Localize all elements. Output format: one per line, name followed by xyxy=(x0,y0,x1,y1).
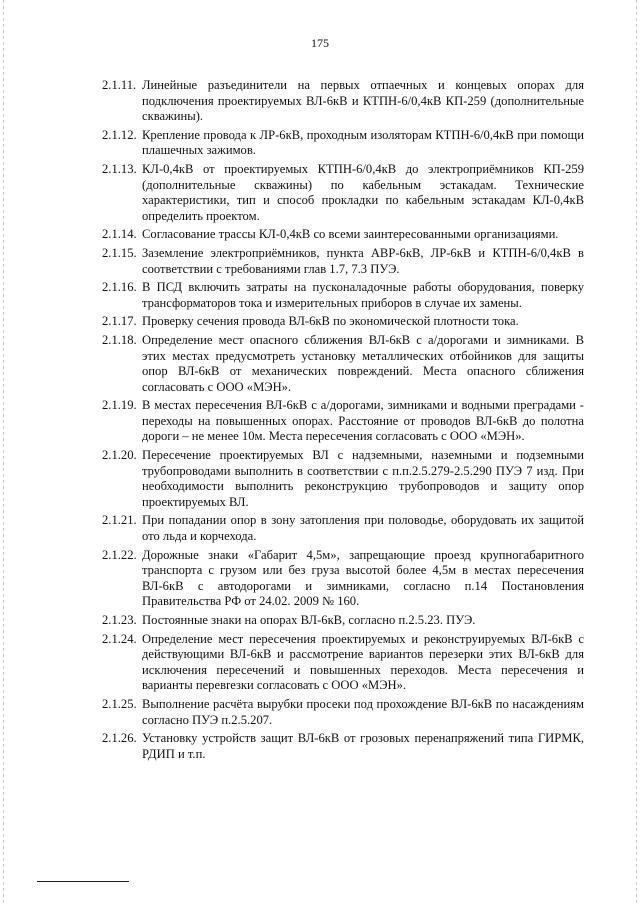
item-text: Линейные разъединители на первых отпаечных и концевых опорах для подключения проектируемых ВЛ-6кВ и КТПН-6/0,4кВ КП-259 (дополнительные скважины). xyxy=(142,78,584,124)
item-text: КЛ-0,4кВ от проектируемых КТПН-6/0,4кВ до электроприёмников КП-259 (дополнительные скважины) по кабельным эстакадам. Технические характеристики, тип и способ прокладки по кабельным эстакадам КЛ-0,4кВ определить проектом. xyxy=(142,161,584,223)
list-item xyxy=(104,162,584,224)
footnote-rule xyxy=(37,881,129,882)
list-item xyxy=(104,280,584,311)
item-text: В местах пересечения ВЛ-6кВ с а/дорогами, зимниками и водными преградами - переходы на повышенных опорах. Расстояние от проводов ВЛ-6кВ до полотна дороги – не менее 10м. Места пересечения согласовать с ООО «МЭН». xyxy=(142,398,584,444)
item-number: 2.1.26. xyxy=(102,731,137,746)
item-number: 2.1.20. xyxy=(102,448,137,463)
list-item xyxy=(104,548,584,610)
item-number: 2.1.16. xyxy=(102,280,137,295)
item-number: 2.1.14. xyxy=(102,227,137,242)
item-text: Согласование трассы КЛ-0,4кВ со всеми заинтересованными организациями. xyxy=(142,227,559,242)
list-item xyxy=(104,128,584,159)
item-text: Определение мест пересечения проектируемых и реконструируемых ВЛ-6кВ с действующими ВЛ-6кВ и рассмотрение вариантов перезерки этих ВЛ-6кВ для исключения пересечений и повышенных переходов. Места пересечения и варианты перевrезки согласовать с ООО «МЭН». xyxy=(142,631,584,693)
scan-edge-right xyxy=(636,0,637,905)
item-text: Проверку сечения провода ВЛ-6кВ по экономической плотности тока. xyxy=(142,314,519,329)
item-number: 2.1.11. xyxy=(102,78,137,92)
list-item xyxy=(104,632,584,694)
list-item xyxy=(104,731,584,762)
item-number: 2.1.19. xyxy=(102,398,137,413)
item-text: В ПСД включить затраты на пусконаладочные работы оборудования, поверку трансформаторов тока и измерительных приборов в случае их замены. xyxy=(142,280,584,310)
item-text: Постоянные знаки на опорах ВЛ-6кВ, согласно п.2.5.23. ПУЭ. xyxy=(142,613,476,627)
scan-edge-left xyxy=(3,0,4,905)
item-number: 2.1.25. xyxy=(102,696,137,711)
item-text: Выполнение расчёта вырубки просеки под прохождение ВЛ-6кВ по насаждениям согласно ПУЭ п.2.5.207. xyxy=(142,696,584,727)
item-text: Заземление электроприёмников, пункта АВР-6кВ, ЛР-6кВ и КТПН-6/0,4кВ в соответствии с требованиями глав 1.7, 7.3 ПУЭ. xyxy=(142,245,584,276)
item-number: 2.1.17. xyxy=(102,314,137,329)
item-number: 2.1.23. xyxy=(102,613,137,627)
item-text: Дорожные знаки «Габарит 4,5м», запрещающие проезд крупногабаритного транспорта с грузом или без груза высотой более 4,5м в местах пересечения ВЛ-6кВ с автодорогами и зимниками, согласно п.14 Постановления Правительства РФ от 24.02. 2009 № 160. xyxy=(142,547,584,609)
list-item xyxy=(104,333,584,395)
list-item xyxy=(104,246,584,277)
list-item xyxy=(104,227,584,243)
item-number: 2.1.15. xyxy=(102,245,137,260)
list-item xyxy=(104,314,584,330)
item-text: Установку устройств защит ВЛ-6кВ от грозовых перенапряжений типа ГИРМК, РДИП и т.п. xyxy=(142,731,584,761)
item-number: 2.1.24. xyxy=(102,631,137,646)
list-item xyxy=(104,78,584,125)
item-number: 2.1.12. xyxy=(102,127,137,142)
item-number: 2.1.21. xyxy=(102,513,137,528)
page-number: 175 xyxy=(311,36,329,50)
item-text: Пересечение проектируемых ВЛ с надземными, наземными и подземными трубопроводами выполнить в соответствии с п.п.2.5.279-2.5.290 ПУЭ 7 изд. При необходимости выполнить реконструкцию трубопроводов и защиту опор проектируемых ВЛ. xyxy=(142,448,584,509)
item-text: Крепление провода к ЛР-6кВ, проходным изоляторам КТПН-6/0,4кВ при помощи плашечных зажимов. xyxy=(142,127,584,158)
item-number: 2.1.18. xyxy=(102,332,137,347)
item-text: Определение мест опасного сближения ВЛ-6кВ с а/дорогами и зимниками. В этих местах предусмотреть установку металлических отбойников для защиты опор ВЛ-6кВ от механических повреждений. Места опасного сближения согласовать с ООО «МЭН». xyxy=(142,332,584,394)
list-item xyxy=(104,613,584,629)
list-item xyxy=(104,448,584,510)
requirements-list xyxy=(104,78,584,765)
list-item xyxy=(104,398,584,445)
item-text: При попадании опор в зону затопления при половодье, оборудовать их защитой ото льда и корчехода. xyxy=(142,513,584,544)
list-item xyxy=(104,513,584,544)
item-number: 2.1.22. xyxy=(102,547,137,562)
list-item xyxy=(104,697,584,728)
item-number: 2.1.13. xyxy=(102,161,137,176)
